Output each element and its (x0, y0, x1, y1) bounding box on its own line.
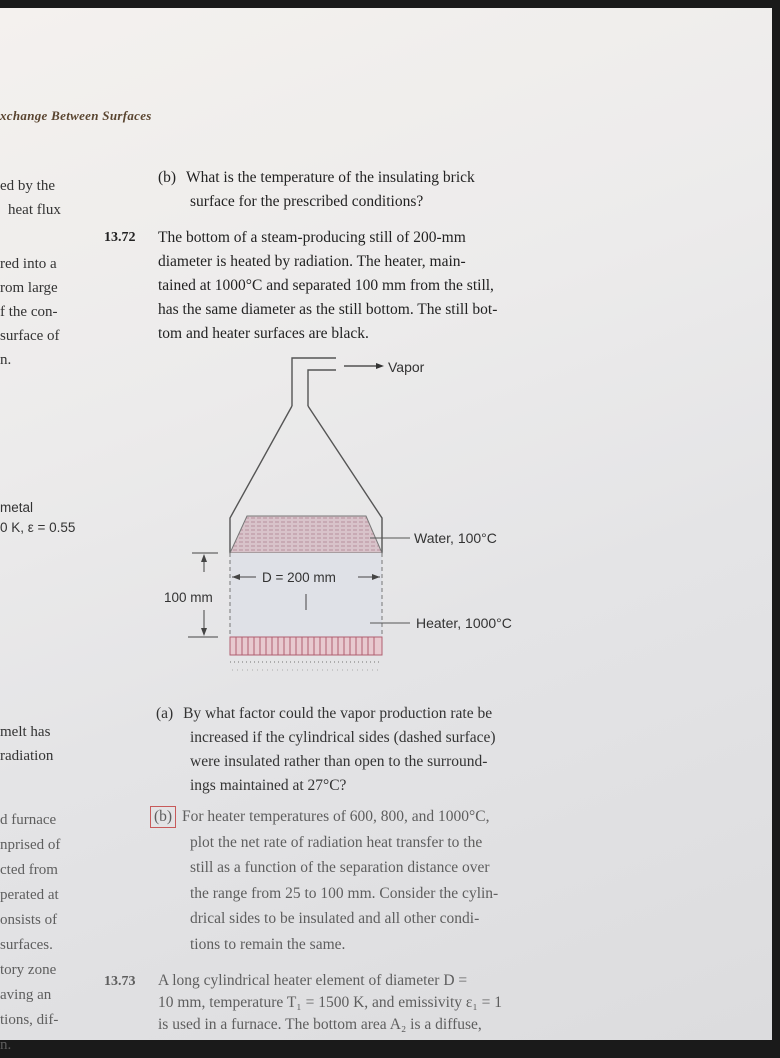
margin-line: rom large (0, 280, 58, 296)
margin-line: tions, dif- (0, 1012, 59, 1028)
text-line (150, 804, 498, 830)
text-line: diameter is heated by radiation. The heater, main- (158, 253, 466, 270)
still-heater-figure (0, 348, 772, 688)
text-line: ings maintained at 27°C? (190, 777, 347, 794)
margin-line: tory zone (0, 962, 57, 978)
margin-line: cted from (0, 862, 58, 878)
part-label-boxed: (b) (150, 806, 176, 828)
diameter-label: D = 200 mm (262, 570, 336, 585)
margin-line: perated at (0, 887, 59, 903)
textbook-page (0, 8, 772, 1053)
margin-line: surface of (0, 328, 60, 344)
text-line: What is the temperature of the insulating brick (185, 169, 475, 186)
text-line: plot the net rate of radiation heat transfer to the (190, 833, 483, 851)
part-b (150, 804, 498, 957)
water-label: Water, 100°C (414, 530, 497, 546)
margin-line: nprised of (0, 837, 61, 853)
margin-line: aving an (0, 987, 52, 1003)
text-line: tom and heater surfaces are black. (158, 325, 369, 342)
gap-label: 100 mm (164, 590, 213, 605)
running-header: xchange Between Surfaces (0, 108, 152, 123)
text-line: tions to remain the same. (190, 935, 346, 953)
margin-block-1 (0, 174, 61, 222)
margin-line: red into a (0, 256, 57, 272)
part-label: (a) (156, 705, 174, 722)
text-line: drical sides to be insulated and all other condi- (190, 910, 480, 927)
text-line: By what factor could the vapor production rate be (183, 705, 493, 722)
margin-line: d furnace (0, 812, 57, 828)
margin-line: f the con- (0, 304, 58, 320)
water-region (230, 516, 382, 553)
margin-block-4 (0, 720, 53, 768)
part-label: (b) (158, 169, 177, 186)
margin-line: heat flux (8, 202, 61, 218)
text-line: tained at 1000°C and separated 100 mm from the still, (158, 277, 494, 294)
text-line: surface for the prescribed conditions? (190, 193, 424, 210)
margin-line: n. (0, 1037, 12, 1053)
heater-element (230, 637, 382, 655)
problem-13-72-text (158, 226, 497, 346)
vapor-arrowhead (376, 363, 384, 369)
margin-line: 0 K, ε = 0.55 (0, 520, 76, 535)
margin-line: n. (0, 352, 12, 368)
margin-line: metal (0, 500, 34, 515)
text-line: still as a function of the separation distance over (190, 859, 490, 876)
top-part-b (158, 166, 475, 214)
heater-label: Heater, 1000°C (416, 615, 512, 631)
text-line: For heater temperatures of 600, 800, and 1000°C, (181, 808, 490, 825)
gap-arrow-bottom (201, 628, 207, 636)
margin-line: onsists of (0, 912, 58, 928)
margin-block-5 (0, 808, 60, 1058)
text-line: The bottom of a steam-producing still of 200-mm (158, 229, 466, 246)
problem-number: 13.72 (104, 230, 136, 245)
margin-line: melt has (0, 724, 51, 740)
text-line: were insulated rather than open to the surround- (190, 753, 488, 770)
margin-line: ed by the (0, 178, 55, 194)
text-line: A long cylindrical heater element of diameter D = (158, 972, 468, 989)
vapor-label: Vapor (388, 359, 425, 375)
margin-line: surfaces. (0, 937, 53, 953)
text-line: increased if the cylindrical sides (dashed surface) (190, 729, 496, 746)
vapor-pipe-inner (308, 370, 336, 406)
text-line: 10 mm, temperature T₁ = 1500 K, and emissivity ε₁ = 1 (158, 994, 503, 1011)
problem-13-73-text (158, 970, 502, 1036)
text-line: has the same diameter as the still bottom. The still bot- (158, 301, 498, 318)
margin-line: radiation (0, 748, 54, 764)
part-a (156, 702, 496, 798)
problem-number: 13.73 (104, 974, 136, 989)
text-line: the range from 25 to 100 mm. Consider the cylin- (190, 884, 499, 902)
gap-arrow-top (201, 554, 207, 562)
text-line (156, 702, 496, 726)
vapor-pipe-outer (292, 358, 336, 406)
text-line: is used in a furnace. The bottom area A₂ is a diffuse, (158, 1016, 482, 1033)
